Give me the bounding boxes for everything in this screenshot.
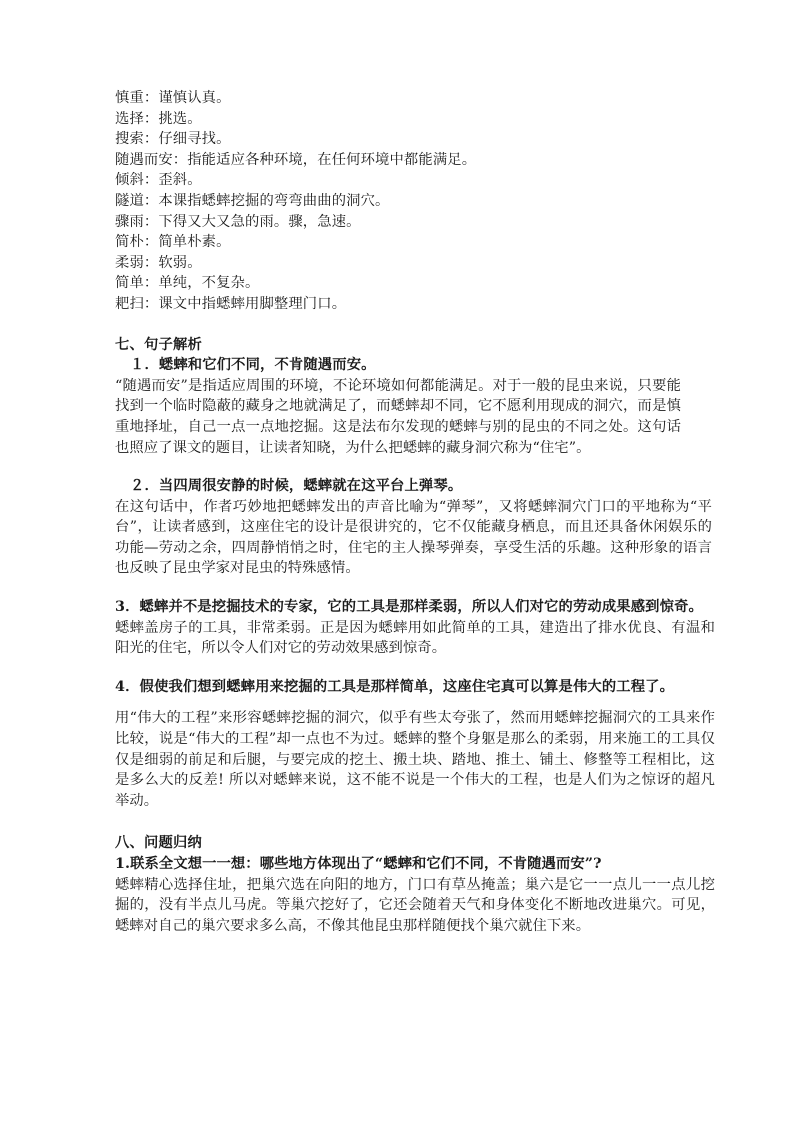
sentence-item-1-title: １．蟋蟀和它们不同，不肯随遇而安。 <box>130 357 376 374</box>
section-heading-seven: 七、句子解析 <box>115 336 202 353</box>
sentence-item-3 <box>115 597 715 659</box>
sentence-item-2-title: ２．当四周很安静的时候，蟋蟀就在这平台上弹琴。 <box>130 478 463 495</box>
question-item-1 <box>115 854 715 936</box>
glossary-entry: 简单：单纯，不复杂。 <box>115 275 260 292</box>
glossary-entry: 慎重：谨慎认真。 <box>115 90 231 106</box>
sentence-item-4-title: 4．假使我们想到蟋蟀用来挖掘的工具是那样简单，这座住宅真可以算是伟大的工程了。 <box>115 678 675 695</box>
spacer <box>115 458 715 476</box>
sentence-item-3-body: 蟋蟀盖房子的工具，非常柔弱。正是因为蟋蟀用如此简单的工具，建造出了排水优良、有温和阳光的住宅，所以令人们对它的劳动效果感到惊奇。 <box>115 619 715 657</box>
question-item-1-body: 蟋蟀精心选择住址，把巢穴选在向阳的地方，门口有草丛掩盖；巢六是它一一点儿一一点儿挖掘的，没有半点儿马虎。等巢穴挖好了，它还会随着天气和身体变化不断地改进巢穴。可见，蟋蟀对自己的巢穴要求多么高，不像其他昆虫那样随便找个巢穴就住下来。 <box>115 876 715 934</box>
glossary-entry: 倾斜：歪斜。 <box>115 172 202 189</box>
glossary-entry: 柔弱：软弱。 <box>115 254 202 271</box>
spacer <box>115 659 715 677</box>
document-body <box>115 88 715 936</box>
glossary-entry: 耙扫：课文中指蟋蟀用脚整理门口。 <box>115 295 347 312</box>
section-heading-eight: 八、问题归纳 <box>115 835 202 852</box>
sentence-item-1 <box>115 355 715 458</box>
glossary-entry: 隧道：本课指蟋蟀挖掘的弯弯曲曲的洞穴。 <box>115 192 390 209</box>
spacer <box>115 697 715 708</box>
sentence-item-2 <box>115 476 715 579</box>
sentence-item-4-body: 用“伟大的工程”来形容蟋蟀挖掘的洞穴，似乎有些太夸张了，然而用蟋蟀挖掘洞穴的工具来作比较，说是“伟大的工程”却一点也不为过。蟋蟀的整个身躯是那么的柔弱，用来施工的工具仅仅是细弱的前足和后腿，与要完成的挖土、搬土块、踏地、推土、铺土、修整等工程相比，这是多么大的反差! 所以对蟋蟀来说，这不能不说是一个伟大的工程，也是人们为之惊讶的超凡举动。 <box>115 710 715 809</box>
glossary-list <box>115 88 715 315</box>
glossary-entry: 简朴：简单朴素。 <box>115 234 231 251</box>
sentence-item-4 <box>115 677 715 812</box>
sentence-item-2-body: 在这句话中，作者巧妙地把蟋蟀发出的声音比喻为“弹琴”，又将蟋蟀洞穴门口的平地称为“平台”，让读者感到，这座住宅的设计是很讲究的，它不仅能藏身栖息，而且还具备休闲娱乐的功能—劳动之余，四周静悄悄之时，住宅的主人操琴弹奏，享受生活的乐趣。这种形象的语言也反映了昆虫学家对昆虫的特殊感情。 <box>115 498 712 577</box>
sentence-item-1-body: “随遇而安”是指适应周围的环境，不论环境如何都能满足。对于一般的昆虫来说，只要能找到一个临时隐蔽的藏身之地就满足了，而蟋蟀却不同，它不愿利用现成的洞穴，而是慎重地择址，自己一点一点地挖掘。这是法布尔发现的蟋蟀与别的昆虫的不同之处。这句话也照应了课文的题目，让读者知晓，为什么把蟋蟀的藏身洞穴称为“住宅”。 <box>115 377 681 456</box>
glossary-entry: 选择：挑选。 <box>115 110 202 127</box>
spacer <box>115 579 715 597</box>
glossary-entry: 随遇而安：指能适应各种环境，在任何环境中都能满足。 <box>115 151 477 168</box>
glossary-entry: 搜索：仔细寻找。 <box>115 131 231 148</box>
sentence-item-3-title: 3．蟋蟀并不是挖掘技术的专家，它的工具是那样柔弱，所以人们对它的劳动成果感到惊奇。 <box>115 599 703 616</box>
question-item-1-title: 1.联系全文想一一想：哪些地方体现出了“蟋蟀和它们不同，不肯随遇而安”? <box>115 856 602 872</box>
glossary-entry: 骤雨：下得又大又急的雨。骤，急速。 <box>115 213 361 230</box>
